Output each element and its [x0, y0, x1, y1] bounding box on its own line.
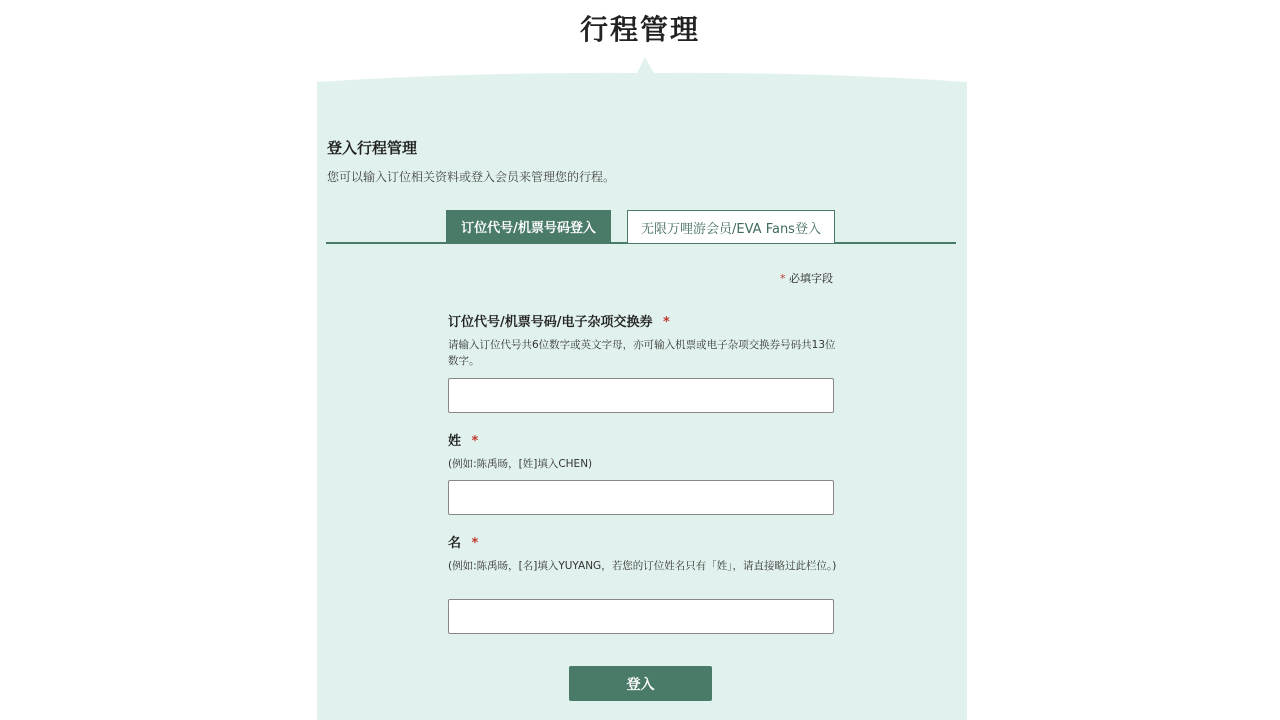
login-tabs: [326, 210, 956, 244]
booking-label-text: 订位代号/机票号码/电子杂项交换券: [448, 315, 653, 330]
last-name-field-label: [448, 430, 478, 449]
required-note: [780, 270, 833, 286]
last-name-label-text: 姓: [448, 434, 462, 449]
booking-field-hint: 请输入订位代号共6位数字或英文字母，亦可输入机票或电子杂项交换券号码共13位数字。: [448, 339, 836, 367]
last-name-field-hint: (例如:陈禹旸，[姓]填入CHEN): [448, 458, 593, 470]
last-name-input[interactable]: [448, 480, 834, 515]
required-star: *: [780, 272, 786, 285]
first-name-field-hint: (例如:陈禹旸，[名]填入YUYANG，若您的订位姓名只有「姓」，请直接略过此栏位。): [448, 560, 837, 572]
first-name-label-text: 名: [448, 536, 462, 551]
tab-member-login[interactable]: 无限万哩游会员/EVA Fans登入: [627, 210, 835, 243]
required-note-text: 必填字段: [789, 272, 833, 285]
first-name-field-label: [448, 532, 478, 551]
section-heading: 登入行程管理: [327, 139, 418, 157]
booking-code-input[interactable]: [448, 378, 834, 413]
booking-field-label: [448, 311, 670, 330]
required-star: *: [471, 536, 479, 551]
login-panel: [317, 80, 967, 720]
required-star: *: [471, 434, 479, 449]
tab-booking-login[interactable]: 订位代号/机票号码登入: [446, 210, 611, 243]
section-description: 您可以输入订位相关资料或登入会员来管理您的行程。: [327, 170, 616, 184]
page-title: 行程管理: [579, 13, 700, 46]
login-button[interactable]: 登入: [569, 666, 712, 701]
required-star: *: [663, 315, 670, 330]
first-name-input[interactable]: [448, 599, 834, 634]
